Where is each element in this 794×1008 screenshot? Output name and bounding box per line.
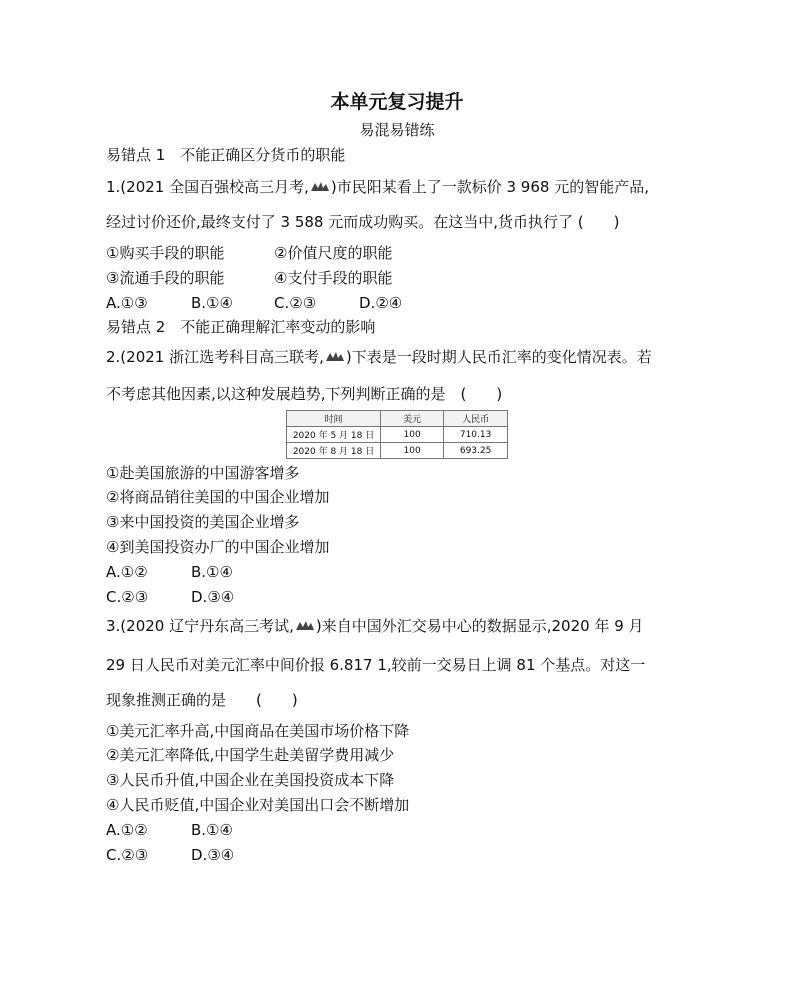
table-cell: 710.13: [444, 427, 508, 443]
q3-option-1: ①美元汇率升高,中国商品在美国市场价格下降: [106, 722, 410, 740]
table-row: [287, 427, 508, 443]
section-label-2: 易错点 2 不能正确理解汇率变动的影响: [106, 318, 376, 336]
q3-stem-line2: 29 日人民币对美元汇率中间价报 6.817 1,较前一交易日上调 81 个基点。对这一: [106, 656, 646, 674]
table-header-cell: 时间: [287, 411, 381, 427]
table-cell: 100: [381, 427, 444, 443]
q3-choice-d: D.③④: [191, 846, 235, 864]
q2-choice-d: D.③④: [191, 588, 235, 606]
table-cell: 693.25: [444, 443, 508, 459]
difficulty-star-icon: [325, 351, 345, 363]
page-subtitle: 易混易错练: [359, 121, 435, 139]
q1-choice-c: C.②③: [274, 294, 317, 312]
q1-option-3: ③流通手段的职能: [106, 269, 225, 287]
q2-option-4: ④到美国投资办厂的中国企业增加: [106, 538, 330, 556]
q1-stem-line2: 经过讨价还价,最终支付了 3 588 元而成功购买。在这当中,货币执行了 ( ): [106, 213, 620, 231]
q1-choice-a: A.①③: [106, 294, 148, 312]
q1-stem-rest: )市民阳某看上了一款标价 3 968 元的智能产品,: [330, 178, 649, 196]
table-header-row: [287, 411, 508, 427]
q2-stem-line1: [106, 347, 652, 367]
q2-option-3: ③来中国投资的美国企业增多: [106, 513, 300, 531]
table-row: [287, 443, 508, 459]
table-cell: 2020 年 5 月 18 日: [287, 427, 381, 443]
q1-option-1: ①购买手段的职能: [106, 244, 225, 262]
q1-option-4: ④支付手段的职能: [274, 269, 393, 287]
q3-choice-b: B.①④: [191, 821, 233, 839]
q3-option-3: ③人民币升值,中国企业在美国投资成本下降: [106, 771, 395, 789]
q1-option-2: ②价值尺度的职能: [274, 244, 393, 262]
table-cell: 2020 年 8 月 18 日: [287, 443, 381, 459]
q2-choice-b: B.①④: [191, 563, 233, 581]
q3-stem-line3: 现象推测正确的是 ( ): [106, 691, 298, 709]
table-cell: 100: [381, 443, 444, 459]
page-title: 本单元复习提升: [330, 91, 464, 113]
table-header-cell: 美元: [381, 411, 444, 427]
q2-prefix: 2.(2021 浙江选考科目高三联考,: [106, 348, 324, 366]
q1-choice-d: D.②④: [359, 294, 403, 312]
section-label-1: 易错点 1 不能正确区分货币的职能: [106, 146, 346, 164]
q2-choice-a: A.①②: [106, 563, 148, 581]
q3-stem-line1: [106, 616, 644, 636]
q3-choice-c: C.②③: [106, 846, 149, 864]
difficulty-star-icon: [310, 181, 330, 193]
q2-option-1: ①赴美国旅游的中国游客增多: [106, 464, 300, 482]
q3-choice-a: A.①②: [106, 821, 148, 839]
q3-prefix: 3.(2020 辽宁丹东高三考试,: [106, 617, 294, 635]
q2-option-2: ②将商品销往美国的中国企业增加: [106, 488, 330, 506]
exchange-rate-table: [286, 410, 508, 459]
q1-choice-b: B.①④: [191, 294, 233, 312]
q1-prefix: 1.(2021 全国百强校高三月考,: [106, 178, 309, 196]
q2-stem-rest: )下表是一段时期人民币汇率的变化情况表。若: [345, 348, 652, 366]
q2-choice-c: C.②③: [106, 588, 149, 606]
q3-stem-rest: )来自中国外汇交易中心的数据显示,2020 年 9 月: [315, 617, 644, 635]
q3-option-2: ②美元汇率降低,中国学生赴美留学费用减少: [106, 746, 395, 764]
q3-option-4: ④人民币贬值,中国企业对美国出口会不断增加: [106, 796, 410, 814]
difficulty-star-icon: [295, 620, 315, 632]
table-header-cell: 人民币: [444, 411, 508, 427]
q2-stem-line2: 不考虑其他因素,以这种发展趋势,下列判断正确的是 ( ): [106, 385, 503, 403]
q1-stem-line1: [106, 177, 649, 197]
